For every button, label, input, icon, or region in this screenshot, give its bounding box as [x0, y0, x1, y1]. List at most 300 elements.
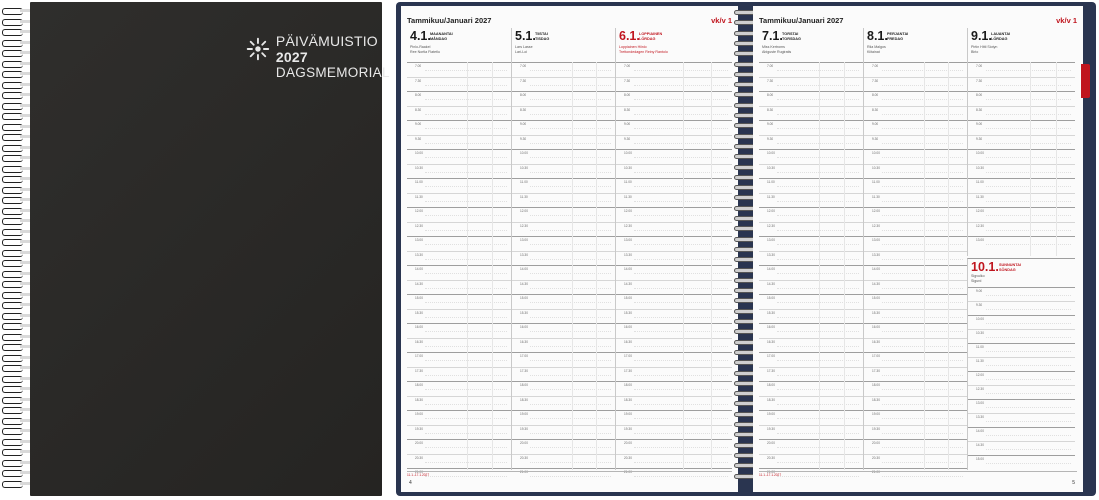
time-label: 17.00	[415, 354, 423, 358]
spiral-coil	[0, 439, 28, 445]
time-label: 9.00	[976, 289, 983, 293]
time-slot-row	[864, 222, 967, 237]
time-slots	[616, 62, 732, 474]
spiral-coil	[0, 61, 28, 67]
time-slot-row	[407, 338, 511, 353]
column-divider	[1030, 62, 1031, 256]
time-slot-row	[616, 425, 732, 440]
time-label: 12.30	[976, 387, 984, 391]
time-label: 19.00	[624, 412, 632, 416]
time-label: 13.30	[624, 252, 632, 257]
time-label: 15.30	[767, 310, 775, 315]
time-label: 16.00	[767, 325, 775, 329]
time-label: 17.00	[520, 354, 528, 358]
spiral-coil	[0, 449, 28, 455]
time-slot-row	[759, 352, 863, 367]
time-slot-row	[407, 396, 511, 411]
spiral-coil	[0, 208, 28, 214]
time-label: 20.00	[415, 441, 423, 445]
day-date: 6.1.	[619, 29, 640, 43]
time-slot-row	[864, 91, 967, 106]
planner-cover	[0, 2, 390, 496]
brand-subtitle: DAGSMEMORIAL	[275, 65, 390, 80]
day-header	[971, 30, 1073, 64]
time-label: 7.00	[520, 64, 527, 68]
time-slot-row	[407, 454, 511, 469]
time-label: 15.30	[415, 310, 423, 315]
time-slot-row	[864, 236, 967, 251]
time-slots	[968, 62, 1075, 256]
time-label: 11.00	[976, 180, 984, 184]
time-slot-row	[759, 280, 863, 295]
time-slot-row	[864, 77, 967, 92]
time-label: 11.30	[767, 194, 775, 199]
time-label: 9.00	[872, 122, 879, 126]
column-divider	[467, 62, 468, 470]
time-slot-row	[968, 178, 1075, 193]
time-slot-row	[407, 439, 511, 454]
time-label: 21.00	[624, 470, 632, 474]
time-label: 11.30	[415, 194, 423, 199]
time-slot-row	[759, 381, 863, 396]
time-label: 14.30	[624, 281, 632, 286]
time-label: 12.00	[415, 209, 423, 213]
column-divider	[1056, 62, 1057, 256]
spiral-coil	[0, 344, 28, 350]
sunday-column	[967, 258, 1075, 470]
time-slot-row	[512, 294, 615, 309]
time-label: 10.30	[520, 165, 528, 170]
time-slot-row	[864, 323, 967, 338]
time-slots	[512, 62, 615, 474]
page-title: Tammikuu/Januari 2027	[407, 16, 492, 25]
time-label: 16.30	[624, 339, 632, 344]
time-label: 14.00	[767, 267, 775, 271]
time-slot-row	[759, 149, 863, 164]
time-label: 7.30	[415, 78, 422, 83]
time-label: 15.00	[520, 296, 528, 300]
day-column	[967, 28, 1075, 256]
time-label: 13.00	[415, 238, 423, 242]
spiral-coil	[0, 260, 28, 266]
time-slot-row	[968, 441, 1075, 456]
day-header	[515, 30, 613, 64]
time-label: 14.00	[976, 429, 984, 433]
time-slot-row	[512, 367, 615, 382]
time-label: 8.00	[767, 93, 774, 97]
time-slot-row	[616, 135, 732, 150]
time-slot-row	[968, 315, 1075, 330]
time-slot-row	[968, 222, 1075, 237]
time-slot-row	[759, 193, 863, 208]
time-slots	[759, 62, 863, 474]
column-divider	[683, 62, 684, 470]
day-name: SUNNUNTAI SÖNDAG	[999, 263, 1022, 272]
time-label: 11.00	[520, 180, 528, 184]
time-slot-row	[616, 120, 732, 135]
time-label: 14.30	[520, 281, 528, 286]
time-slot-row	[759, 91, 863, 106]
time-label: 13.00	[872, 238, 880, 242]
day-column	[615, 28, 732, 474]
time-label: 18.00	[624, 383, 632, 387]
time-label: 12.00	[767, 209, 775, 213]
time-slot-row	[759, 236, 863, 251]
day-name: MAANANTAI MÅNDAG	[430, 32, 453, 41]
week-number: vk/v 1	[711, 16, 732, 25]
time-slot-row	[407, 381, 511, 396]
spiral-coil	[0, 271, 28, 277]
time-label: 8.00	[624, 93, 631, 97]
time-slot-row	[864, 410, 967, 425]
time-slot-row	[968, 91, 1075, 106]
column-divider	[924, 62, 925, 470]
time-slots	[968, 287, 1075, 470]
name-day-note: Loppiainen Hiinlo Trettondedagen Reiny Rantolo	[619, 45, 668, 54]
time-slot-row	[759, 338, 863, 353]
day-name: TIISTAI TISDAG	[535, 32, 550, 41]
time-label: 18.30	[520, 397, 528, 402]
time-slot-row	[864, 425, 967, 440]
time-slot-row	[512, 149, 615, 164]
day-date: 10.1.	[971, 260, 999, 274]
time-label: 18.00	[872, 383, 880, 387]
day-column	[511, 28, 615, 474]
time-slot-row	[968, 301, 1075, 316]
time-label: 18.30	[624, 397, 632, 402]
day-header	[410, 30, 509, 64]
time-label: 14.00	[520, 267, 528, 271]
time-label: 20.30	[520, 455, 528, 460]
time-slot-row	[759, 251, 863, 266]
day-name: LAUANTAI LÖRDAG	[991, 32, 1011, 41]
time-slot-row	[616, 178, 732, 193]
time-slot-row	[759, 425, 863, 440]
time-label: 13.30	[976, 415, 984, 419]
time-label: 11.30	[872, 194, 880, 199]
time-label: 11.30	[976, 359, 984, 363]
time-slot-row	[512, 439, 615, 454]
spiral-coil	[0, 71, 28, 77]
time-label: 12.30	[624, 223, 632, 228]
column-divider	[492, 62, 493, 470]
time-slot-row	[968, 62, 1075, 77]
time-label: 19.30	[624, 426, 632, 431]
time-slot-row	[512, 91, 615, 106]
time-label: 17.30	[624, 368, 632, 373]
spiral-coil	[0, 19, 28, 25]
time-label: 7.30	[624, 78, 631, 83]
time-label: 9.30	[767, 136, 774, 141]
time-label: 8.30	[520, 107, 527, 112]
spiral-coil	[0, 418, 28, 424]
time-label: 19.00	[415, 412, 423, 416]
time-slot-row	[759, 222, 863, 237]
time-slot-row	[616, 352, 732, 367]
time-label: 21.00	[415, 470, 423, 474]
spiral-coil	[0, 313, 28, 319]
time-slot-row	[968, 236, 1075, 251]
time-slot-row	[968, 106, 1075, 121]
time-slot-row	[968, 207, 1075, 222]
time-label: 8.30	[976, 107, 983, 112]
time-slot-row	[759, 439, 863, 454]
time-slot-row	[616, 439, 732, 454]
time-label: 7.30	[872, 78, 879, 83]
time-label: 8.30	[415, 107, 422, 112]
spiral-coil	[0, 292, 28, 298]
week-number: vk/v 1	[1056, 16, 1077, 25]
left-page	[401, 6, 738, 492]
time-label: 10.30	[767, 165, 775, 170]
right-page	[753, 6, 1083, 492]
time-label: 17.00	[767, 354, 775, 358]
time-label: 10.00	[624, 151, 632, 155]
name-day-note: Lars Lasse Lari-Loi	[515, 45, 533, 54]
time-slot-row	[759, 120, 863, 135]
time-label: 15.30	[520, 310, 528, 315]
spiral-coil	[0, 218, 28, 224]
page-footer: 11.1.-17.1.2027	[407, 471, 732, 477]
time-slot-row	[616, 294, 732, 309]
time-slot-row	[407, 164, 511, 179]
time-label: 11.00	[415, 180, 423, 184]
time-label: 20.30	[415, 455, 423, 460]
time-label: 20.00	[872, 441, 880, 445]
spiral-coil	[0, 134, 28, 140]
name-day-note: Riia Malgos Kiitainat	[867, 45, 886, 54]
time-label: 7.00	[624, 64, 631, 68]
spiral-coil	[0, 187, 28, 193]
time-label: 12.00	[872, 209, 880, 213]
spiral-coil	[0, 302, 28, 308]
spiral-coil	[0, 124, 28, 130]
time-slot-row	[512, 236, 615, 251]
spiral-binding	[0, 8, 28, 494]
time-slot-row	[616, 309, 732, 324]
time-label: 19.00	[872, 412, 880, 416]
time-slot-row	[864, 193, 967, 208]
day-name: TORSTAI TORSDAG	[782, 32, 801, 41]
name-day-note: Miss Kertroms Abiguste Rugiratis	[762, 45, 792, 54]
time-slot-row	[616, 222, 732, 237]
time-slot-row	[407, 323, 511, 338]
time-slot-row	[864, 135, 967, 150]
time-slot-row	[759, 294, 863, 309]
time-slots	[864, 62, 967, 474]
column-divider	[596, 62, 597, 470]
time-label: 17.30	[767, 368, 775, 373]
time-label: 13.00	[767, 238, 775, 242]
time-label: 13.00	[624, 238, 632, 242]
time-label: 18.30	[767, 397, 775, 402]
time-label: 9.00	[520, 122, 527, 126]
time-slot-row	[616, 193, 732, 208]
time-slot-row	[512, 222, 615, 237]
day-date: 9.1.	[971, 29, 992, 43]
time-label: 11.00	[872, 180, 880, 184]
page-title: Tammikuu/Januari 2027	[759, 16, 844, 25]
time-label: 12.30	[415, 223, 423, 228]
time-slot-row	[407, 265, 511, 280]
time-label: 9.00	[415, 122, 422, 126]
time-label: 17.30	[520, 368, 528, 373]
time-slot-row	[759, 77, 863, 92]
spiral-coil	[0, 334, 28, 340]
time-label: 9.30	[415, 136, 422, 141]
time-slot-row	[407, 178, 511, 193]
time-slot-row	[864, 294, 967, 309]
spiral-coil	[0, 376, 28, 382]
brand-block	[246, 33, 394, 80]
time-label: 8.30	[872, 107, 879, 112]
time-slot-row	[407, 106, 511, 121]
time-slot-row	[616, 338, 732, 353]
time-slot-row	[407, 149, 511, 164]
time-slot-row	[864, 381, 967, 396]
time-label: 15.30	[872, 310, 880, 315]
time-slot-row	[616, 367, 732, 382]
time-label: 18.00	[415, 383, 423, 387]
time-label: 12.30	[767, 223, 775, 228]
time-label: 19.00	[520, 412, 528, 416]
time-slot-row	[512, 178, 615, 193]
time-slot-row	[512, 120, 615, 135]
open-planner	[396, 2, 1096, 496]
spiral-coil	[0, 29, 28, 35]
spiral-coil	[0, 176, 28, 182]
spiral-coil	[0, 407, 28, 413]
time-slot-row	[968, 427, 1075, 442]
time-slot-row	[968, 357, 1075, 372]
time-label: 19.30	[415, 426, 423, 431]
time-slot-row	[616, 323, 732, 338]
time-slot-row	[864, 367, 967, 382]
time-label: 21.00	[520, 470, 528, 474]
time-label: 18.00	[520, 383, 528, 387]
time-slot-row	[864, 265, 967, 280]
time-slot-row	[864, 396, 967, 411]
time-slot-row	[407, 120, 511, 135]
time-slot-row	[968, 329, 1075, 344]
day-name: PERJANTAI FREDAG	[887, 32, 909, 41]
time-slot-row	[759, 178, 863, 193]
time-label: 10.30	[976, 165, 984, 170]
time-label: 20.30	[624, 455, 632, 460]
time-slot-row	[512, 280, 615, 295]
time-slot-row	[407, 309, 511, 324]
time-label: 8.00	[976, 93, 983, 97]
time-slot-row	[759, 106, 863, 121]
time-slot-row	[968, 343, 1075, 358]
time-label: 19.30	[872, 426, 880, 431]
time-slot-row	[968, 135, 1075, 150]
spiral-coil	[0, 92, 28, 98]
time-label: 14.00	[872, 267, 880, 271]
time-slot-row	[407, 294, 511, 309]
time-label: 19.30	[520, 426, 528, 431]
day-header	[867, 30, 965, 64]
month-tab-marker[interactable]	[1081, 64, 1090, 98]
time-slot-row	[407, 425, 511, 440]
time-slot-row	[759, 164, 863, 179]
time-slot-row	[407, 222, 511, 237]
column-divider	[948, 62, 949, 470]
spiral-coil	[0, 155, 28, 161]
time-label: 19.00	[767, 412, 775, 416]
time-label: 13.30	[767, 252, 775, 257]
time-label: 10.00	[415, 151, 423, 155]
time-label: 9.00	[976, 122, 983, 126]
time-slot-row	[512, 454, 615, 469]
spiral-coil	[0, 8, 28, 14]
time-slot-row	[407, 251, 511, 266]
spiral-coil	[0, 82, 28, 88]
time-label: 11.00	[767, 180, 775, 184]
time-label: 12.30	[520, 223, 528, 228]
time-slot-row	[759, 396, 863, 411]
column-divider	[572, 62, 573, 470]
time-slot-row	[616, 207, 732, 222]
time-slot-row	[407, 367, 511, 382]
spiral-coil	[0, 50, 28, 56]
day-column	[759, 28, 863, 474]
time-slot-row	[864, 309, 967, 324]
time-slot-row	[616, 251, 732, 266]
time-slot-row	[407, 193, 511, 208]
time-slot-row	[968, 77, 1075, 92]
time-slot-row	[968, 287, 1075, 302]
time-slot-row	[968, 385, 1075, 400]
time-slot-row	[616, 381, 732, 396]
time-slot-row	[407, 77, 511, 92]
time-label: 14.30	[872, 281, 880, 286]
time-slot-row	[616, 91, 732, 106]
time-slot-row	[407, 62, 511, 77]
day-date: 5.1.	[515, 29, 536, 43]
day-date: 8.1.	[867, 29, 888, 43]
time-label: 17.00	[624, 354, 632, 358]
time-label: 11.30	[624, 194, 632, 199]
time-label: 10.00	[767, 151, 775, 155]
time-label: 13.30	[520, 252, 528, 257]
time-slot-row	[512, 338, 615, 353]
time-slots	[407, 62, 511, 474]
time-label: 7.00	[976, 64, 983, 68]
day-name: LOPPIAINEN LÖRDAG	[639, 32, 663, 41]
time-slot-row	[864, 178, 967, 193]
time-slot-row	[759, 410, 863, 425]
time-slot-row	[864, 454, 967, 469]
time-label: 16.00	[624, 325, 632, 329]
time-label: 9.30	[872, 136, 879, 141]
column-divider	[844, 62, 845, 470]
time-label: 8.00	[872, 93, 879, 97]
time-label: 21.00	[872, 470, 880, 474]
time-label: 10.30	[976, 331, 984, 335]
time-label: 16.00	[520, 325, 528, 329]
spiral-coil	[0, 470, 28, 476]
time-label: 16.30	[872, 339, 880, 344]
time-label: 11.00	[976, 345, 984, 349]
time-label: 20.30	[767, 455, 775, 460]
time-slot-row	[512, 193, 615, 208]
time-slot-row	[968, 149, 1075, 164]
time-slot-row	[864, 352, 967, 367]
time-slot-row	[864, 338, 967, 353]
time-label: 10.00	[872, 151, 880, 155]
time-slot-row	[407, 91, 511, 106]
